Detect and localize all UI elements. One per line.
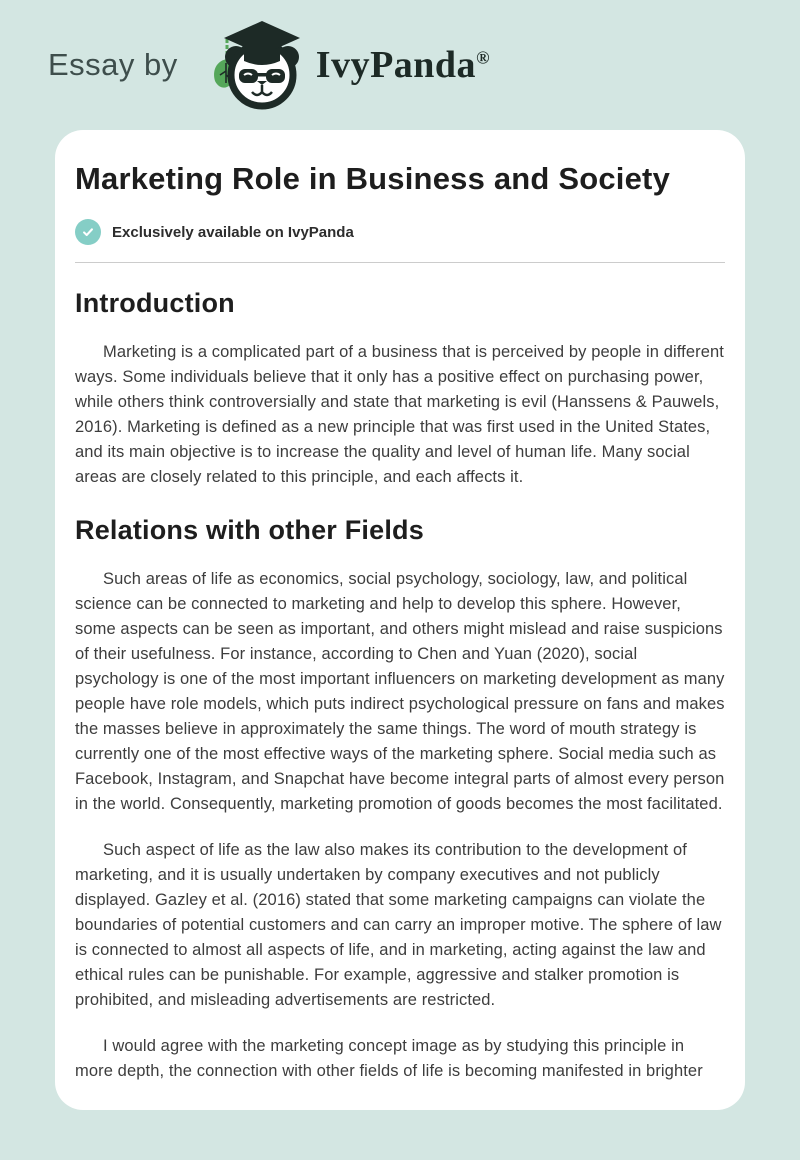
check-icon	[75, 219, 101, 245]
page-header	[0, 0, 800, 130]
paragraph: Marketing is a complicated part of a business that is perceived by people in different ways. Some individuals believe that it only has a positive effect on purchasing power, while others think controversially and state that marketing is evil (Hanssens & Pauwels, 2016). Marketing is defined as a new principle that was first used in the United States, and its main objective is to increase the quality and level of human life. Many social areas are closely related to this principle, and each affects it.	[75, 343, 724, 487]
paragraph: Such aspect of life as the law also makes its contribution to the development of marketing, and it is usually undertaken by company executives and not publicly displayed. Gazley et al. (2016) stated that some marketing campaigns can violate the boundaries of potential customers and can carry an improper motive. The sphere of law is connected to almost all aspects of life, and in marketing, acting against the law and ethical rules can be punishable. For example, aggressive and stalker promotion is prohibited, and misleading advertisements are restricted.	[75, 841, 722, 1010]
exclusive-badge-label: Exclusively available on IvyPanda	[112, 223, 354, 241]
exclusive-badge	[75, 219, 725, 245]
essay-card	[55, 130, 745, 1110]
registered-mark: ®	[476, 47, 491, 68]
section-heading-relations: Relations with other Fields	[75, 515, 424, 546]
brand-wordmark	[316, 43, 490, 87]
paragraph: I would agree with the marketing concept image as by studying this principle in more depth, the connection with other fields of life is becoming manifested in brighter	[75, 1037, 703, 1081]
essay-by-label: Essay by	[48, 47, 178, 82]
panda-graduate-logo-icon	[206, 19, 306, 111]
divider	[75, 262, 725, 263]
essay-title: Marketing Role in Business and Society	[75, 161, 671, 196]
paragraph: Such areas of life as economics, social psychology, sociology, law, and political science can be connected to marketing and help to develop this sphere. However, some aspects can be seen as important, and others might mislead and raise suspicions of their usefulness. For instance, according to Chen and Yuan (2020), social psychology is one of the most important influencers on marketing development as many people have role models, which puts indirect psychological pressure on fans and makes the masses believe in approximately the same things. The word of mouth strategy is currently one of the most effective ways of the marketing sphere. Social media such as Facebook, Instagram, and Snapchat have become integral parts of almost every person in the world. Consequently, marketing promotion of goods becomes the most facilitated.	[75, 570, 725, 814]
section-heading-introduction: Introduction	[75, 288, 235, 319]
brand-name: IvyPanda	[315, 44, 477, 86]
